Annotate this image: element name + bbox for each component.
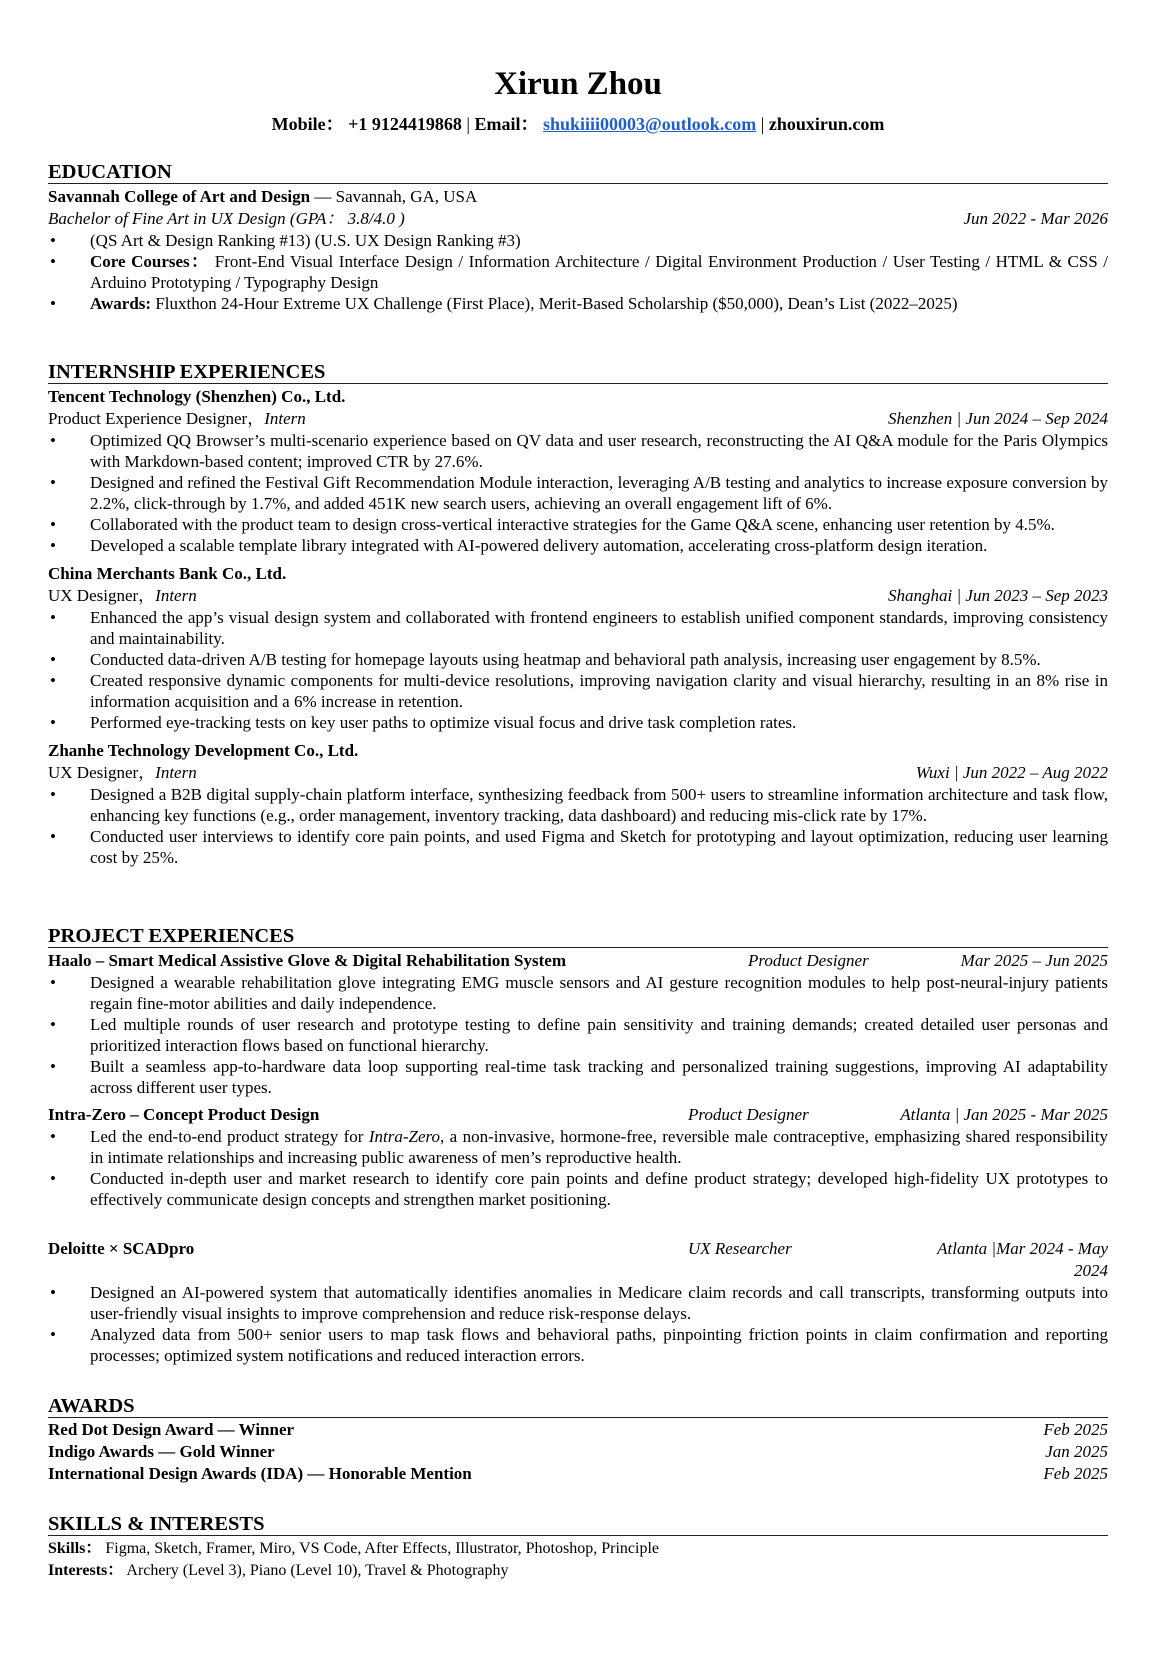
award-date: Jan 2025 — [1045, 1442, 1108, 1461]
list-item: • Led multiple rounds of user research and prototype testing to define pain sensitivity and training demands; created detailed user personas and prioritized interaction flows based on functional hierarchy. — [48, 1014, 1108, 1056]
courses-label: Core Courses： — [90, 252, 210, 271]
project-intra-zero — [48, 1104, 1108, 1210]
project-role: Product Designer — [688, 1105, 809, 1124]
project-name: Haalo – Smart Medical Assistive Glove & Digital Rehabilitation System — [48, 951, 566, 970]
list-item: • Collaborated with the product team to design cross-vertical interactive strategies for the Game Q&A scene, enhancing user retention by 4.5%. — [48, 514, 1108, 535]
project-role: UX Researcher — [688, 1239, 792, 1258]
candidate-name: Xirun Zhou — [494, 66, 662, 102]
list-item: • Enhanced the app’s visual design system and collaborated with frontend engineers to establish unified component standards, improving consistency and maintainability. — [48, 607, 1108, 649]
list-item: • Built a seamless app-to-hardware data loop supporting real-time task tracking and personalized training suggestions, improving AI adaptability across different user types. — [48, 1056, 1108, 1098]
project-dates: Atlanta | Jan 2025 - Mar 2025 — [900, 1105, 1108, 1124]
bullet-text: , a non-invasive, hormone-free, reversible male contraceptive, emphasizing shared responsibility in intimate relationships and increasing public awareness of men’s reproductive health. — [90, 1127, 1109, 1167]
education-dates: Jun 2022 - Mar 2026 — [963, 209, 1108, 228]
role-type: Intern — [155, 586, 197, 605]
role-title: UX Designer， — [48, 763, 156, 782]
section-title: AWARDS — [48, 1395, 1108, 1418]
award-row — [48, 1419, 1108, 1441]
award-name: International Design Awards (IDA) — Honorable Mention — [48, 1464, 472, 1483]
company-name: China Merchants Bank Co., Ltd. — [48, 564, 287, 583]
email-label: Email： — [474, 114, 539, 134]
interests-list: Archery (Level 3), Piano (Level 10), Travel & Photography — [123, 1562, 509, 1579]
list-item: • Analyzed data from 500+ senior users to map task flows and behavioral paths, pinpointing friction points in claim confirmation and reporting processes; optimized system notifications and reduced interaction errors. — [48, 1324, 1108, 1366]
list-item: • Designed an AI-powered system that automatically identifies anomalies in Medicare claim records and call transcripts, transforming outputs into user-friendly visual insights to improve comprehension and reduce risk-response delays. — [48, 1282, 1108, 1324]
role-type: Intern — [264, 409, 306, 428]
list-item: • (QS Art & Design Ranking #13) (U.S. UX Design Ranking #3) — [48, 230, 1108, 251]
award-row — [48, 1441, 1108, 1463]
list-item: • Designed a B2B digital supply-chain platform interface, synthesizing feedback from 500+ users to streamline information architecture and task flow, enhancing key functions (e.g., order management, inventory tracking, data dashboard) and reducing mis-click rate by 17%. — [48, 784, 1108, 826]
list-item — [48, 293, 1108, 314]
award-name: Red Dot Design Award — Winner — [48, 1420, 295, 1439]
internship-entry — [48, 386, 1108, 556]
internship-entry — [48, 563, 1108, 733]
list-item: • Designed a wearable rehabilitation glove integrating EMG muscle sensors and AI gesture recognition modules to help post-neural-injury patients regain fine-motor abilities and daily independence. — [48, 972, 1108, 1014]
email-link[interactable]: shukiiii00003@outlook.com — [542, 114, 757, 134]
role-title: UX Designer， — [48, 586, 156, 605]
website: zhouxirun.com — [768, 114, 885, 134]
award-row — [48, 1463, 1108, 1485]
list-item: • Conducted data-driven A/B testing for homepage layouts using heatmap and behavioral path analysis, increasing user engagement by 8.5%. — [48, 649, 1108, 670]
list-item: • Conducted in-depth user and market research to identify core pain points and define product strategy; developed high-fidelity UX prototypes to effectively communicate design concepts and strengthen market positioning. — [48, 1168, 1108, 1210]
internship-section — [48, 361, 1108, 868]
school-name: Savannah College of Art and Design — [48, 187, 311, 206]
project-deloitte — [48, 1238, 1108, 1366]
skills-label: Skills： — [48, 1540, 102, 1557]
company-name: Tencent Technology (Shenzhen) Co., Ltd. — [48, 387, 346, 406]
degree: Bachelor of Fine Art in UX Design (GPA： 3.8/4.0 ) — [48, 209, 405, 228]
separator: | — [466, 114, 470, 134]
project-role: Product Designer — [748, 951, 869, 970]
project-name: Deloitte × SCADpro — [48, 1239, 195, 1258]
job-role — [48, 585, 197, 607]
section-title: INTERNSHIP EXPERIENCES — [48, 361, 1108, 384]
section-title: EDUCATION — [48, 161, 1108, 184]
project-dates: Mar 2025 – Jun 2025 — [960, 951, 1108, 970]
interests-label: Interests： — [48, 1562, 124, 1579]
project-haalo — [48, 950, 1108, 1098]
skills-section — [48, 1513, 1108, 1582]
list-item: • Designed and refined the Festival Gift Recommendation Module interaction, leveraging A/B testing and analytics to increase exposure conversion by 2.2%, click-through by 1.7%, and added 451K new search users, achieving an overall engagement lift of 6%. — [48, 472, 1108, 514]
courses: Front-End Visual Interface Design / Information Architecture / Digital Environment Production / User Testing / HTML & CSS / Arduino Prototyping / Typography Design — [90, 252, 1108, 292]
list-item — [48, 251, 1108, 293]
list-item — [48, 1126, 1108, 1168]
education-section — [48, 161, 1108, 314]
internship-entry — [48, 740, 1108, 868]
award-date: Feb 2025 — [1043, 1420, 1108, 1439]
list-item: • Optimized QQ Browser’s multi-scenario experience based on QV data and user research, reconstructing the AI Q&A module for the Paris Olympics with Markdown-based content; improved CTR by 27.6%. — [48, 430, 1108, 472]
projects-section — [48, 925, 1108, 1366]
section-title: PROJECT EXPERIENCES — [48, 925, 1108, 948]
contact-line — [48, 110, 1108, 136]
list-item: • Conducted user interviews to identify core pain points, and used Figma and Sketch for prototyping and layout optimization, reducing user learning cost by 25%. — [48, 826, 1108, 868]
list-item: • Developed a scalable template library integrated with AI-powered delivery automation, accelerating cross-platform design iteration. — [48, 535, 1108, 556]
project-dates: Atlanta |Mar 2024 - May 2024 — [937, 1239, 1108, 1280]
skills-list: Figma, Sketch, Framer, Miro, VS Code, After Effects, Illustrator, Photoshop, Principle — [101, 1540, 659, 1557]
company-name: Zhanhe Technology Development Co., Ltd. — [48, 741, 359, 760]
bullet-text: Led the end-to-end product strategy for — [90, 1127, 369, 1146]
award-date: Feb 2025 — [1043, 1464, 1108, 1483]
section-title: SKILLS & INTERESTS — [48, 1513, 1108, 1536]
job-role — [48, 762, 197, 784]
awards-label: Awards: — [90, 294, 152, 313]
mobile-label: Mobile： — [271, 114, 344, 134]
location-dates: Shenzhen | Jun 2024 – Sep 2024 — [888, 409, 1108, 428]
job-role — [48, 408, 306, 430]
school-location: — Savannah, GA, USA — [310, 187, 478, 206]
location-dates: Shanghai | Jun 2023 – Sep 2023 — [888, 586, 1108, 605]
role-title: Product Experience Designer， — [48, 409, 265, 428]
award-name: Indigo Awards — Gold Winner — [48, 1442, 275, 1461]
list-item: • Performed eye-tracking tests on key user paths to optimize visual focus and drive task completion rates. — [48, 712, 1108, 733]
mobile-number: +1 9124419868 — [348, 114, 462, 134]
location-dates: Wuxi | Jun 2022 – Aug 2022 — [915, 763, 1108, 782]
awards-section — [48, 1395, 1108, 1485]
list-item: • Created responsive dynamic components for multi-device resolutions, improving navigation clarity and visual hierarchy, resulting in an 8% rise in information acquisition and a 6% increase in retention. — [48, 670, 1108, 712]
separator: | — [760, 114, 765, 134]
role-type: Intern — [155, 763, 197, 782]
product-name: Intra-Zero — [368, 1127, 441, 1146]
awards-text: Fluxthon 24-Hour Extreme UX Challenge (First Place), Merit-Based Scholarship ($50,000), Dean’s List (2022–2025) — [151, 294, 958, 313]
project-name: Intra-Zero – Concept Product Design — [48, 1105, 320, 1124]
